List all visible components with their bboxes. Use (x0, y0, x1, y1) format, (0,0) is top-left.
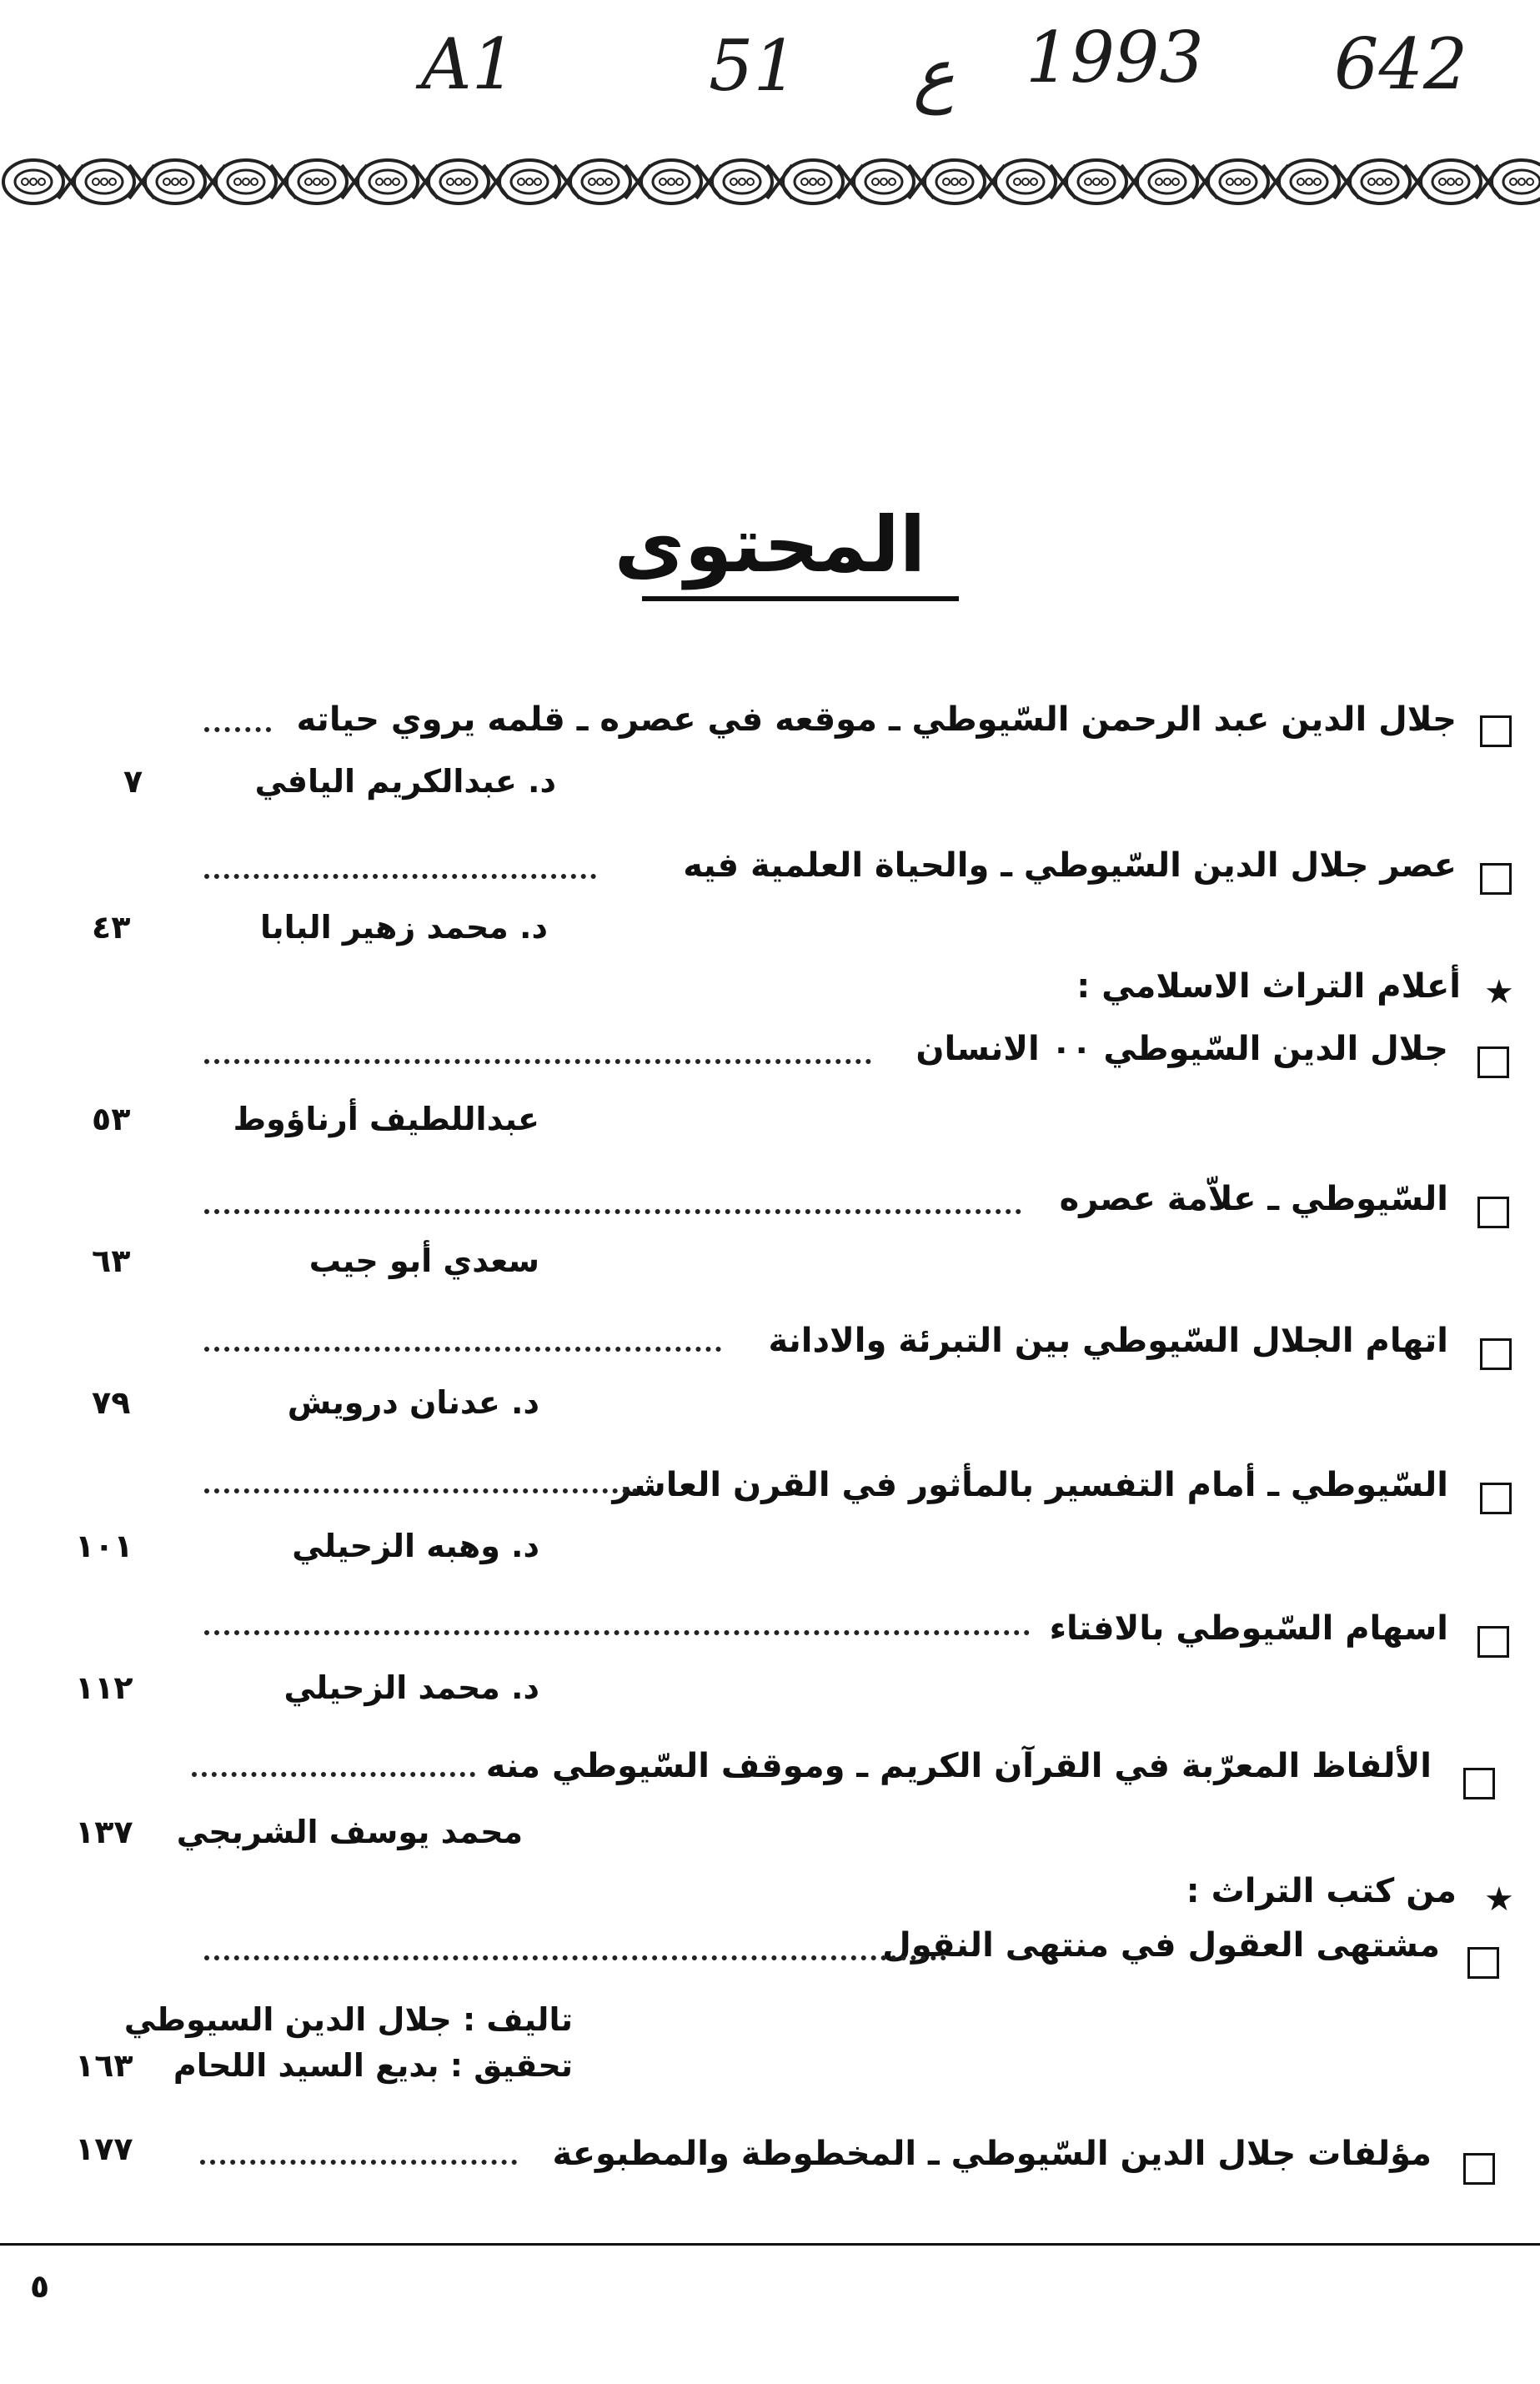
page-number: ٧٩ (92, 1384, 131, 1421)
entry-author: د. عبدالكريم اليافي (254, 763, 556, 800)
checkbox-icon (1480, 715, 1512, 747)
dot-leader (204, 1209, 1021, 1214)
entry-author: د. محمد زهير البابا (260, 909, 548, 946)
checkbox-icon (1477, 1197, 1509, 1228)
title-underline (642, 596, 959, 601)
entry-title: الألفاظ المعرّبة في القرآن الكريم ـ وموقف السّيوطي منه (485, 1747, 1432, 1785)
page-number: ٤٣ (92, 909, 131, 946)
entry-title: مؤلفات جلال الدين السّيوطي ـ المخطوطة والمطبوعة (552, 2135, 1432, 2173)
entry-author-line: تاليف : جلال الدين السيوطي (123, 2001, 573, 2038)
entry-title: جلال الدين عبد الرحمن السّيوطي ـ موقعه في عصره ـ قلمه يروي حياته (296, 700, 1457, 739)
checkbox-icon (1477, 1046, 1509, 1078)
page-number: ١٠١ (75, 1528, 133, 1564)
section-heading: من كتب التراث : (1186, 1872, 1457, 1910)
handwritten-year: 1993 (1026, 17, 1204, 98)
entry-title: السّيوطي ـ علاّمة عصره (1059, 1180, 1448, 1218)
handwritten-code: A1 (421, 23, 517, 105)
dot-leader (204, 1955, 946, 1960)
entry-author: د. محمد الزحيلي (283, 1669, 539, 1706)
checkbox-icon (1463, 2153, 1495, 2185)
checkbox-icon (1467, 1947, 1499, 1979)
page-number: ١٧٧ (75, 2131, 133, 2167)
dot-leader (204, 1630, 1030, 1635)
entry-title: اتهام الجلال السّيوطي بين التبرئة والادانة (768, 1322, 1448, 1360)
checkbox-icon (1480, 1338, 1512, 1370)
page-number: ٥٣ (92, 1101, 131, 1137)
entry-author: د. عدنان درويش (287, 1384, 539, 1421)
page-number: ١٣٧ (75, 1814, 133, 1850)
entry-author: عبداللطيف أرناؤوط (233, 1101, 539, 1137)
checkbox-icon (1463, 1768, 1495, 1799)
star-bullet-icon: ★ (1484, 973, 1514, 1011)
entry-author: محمد يوسف الشربجي (176, 1814, 523, 1850)
dot-leader (200, 2160, 517, 2165)
dot-leader (192, 1772, 475, 1777)
page-number: ١٦٣ (75, 2047, 133, 2084)
footer-rule (0, 2243, 1540, 2246)
dot-leader (204, 1488, 638, 1493)
page-number: ٧ (123, 763, 143, 800)
dot-leader (204, 874, 596, 879)
section-heading: أعلام التراث الاسلامي : (1076, 967, 1461, 1006)
checkbox-icon (1480, 863, 1512, 895)
entry-author: سعدي أبو جيب (309, 1242, 539, 1279)
page-title: المحتوى (614, 500, 926, 590)
footer-page-number: ٥ (30, 2268, 50, 2305)
handwritten-letter: ع (913, 33, 956, 115)
entry-title: اسهام السّيوطي بالافتاء (1049, 1609, 1448, 1648)
page-number: ١١٢ (75, 1669, 133, 1706)
entry-title: جلال الدين السّيوطي ٠٠ الانسان (915, 1030, 1448, 1068)
dot-leader (204, 1059, 871, 1064)
star-bullet-icon: ★ (1484, 1880, 1514, 1919)
entry-title: السّيوطي ـ أمام التفسير بالمأثور في القرن العاشر (612, 1466, 1448, 1504)
entry-author: د. وهبه الزحيلي (292, 1528, 539, 1564)
checkbox-icon (1480, 1483, 1512, 1514)
entry-author-line: تحقيق : بديع السيد اللحام (173, 2047, 573, 2084)
handwritten-id: 642 (1334, 23, 1468, 105)
entry-title: مشتهى العقول في منتهى النقول (882, 1926, 1440, 1965)
dot-leader (204, 727, 271, 732)
checkbox-icon (1477, 1626, 1509, 1658)
dot-leader (204, 1347, 721, 1352)
entry-title: عصر جلال الدين السّيوطي ـ والحياة العلمية فيه (683, 846, 1457, 885)
page-number: ٦٣ (92, 1242, 131, 1279)
handwritten-number: 51 (709, 25, 798, 107)
ornamental-border (0, 140, 1540, 223)
